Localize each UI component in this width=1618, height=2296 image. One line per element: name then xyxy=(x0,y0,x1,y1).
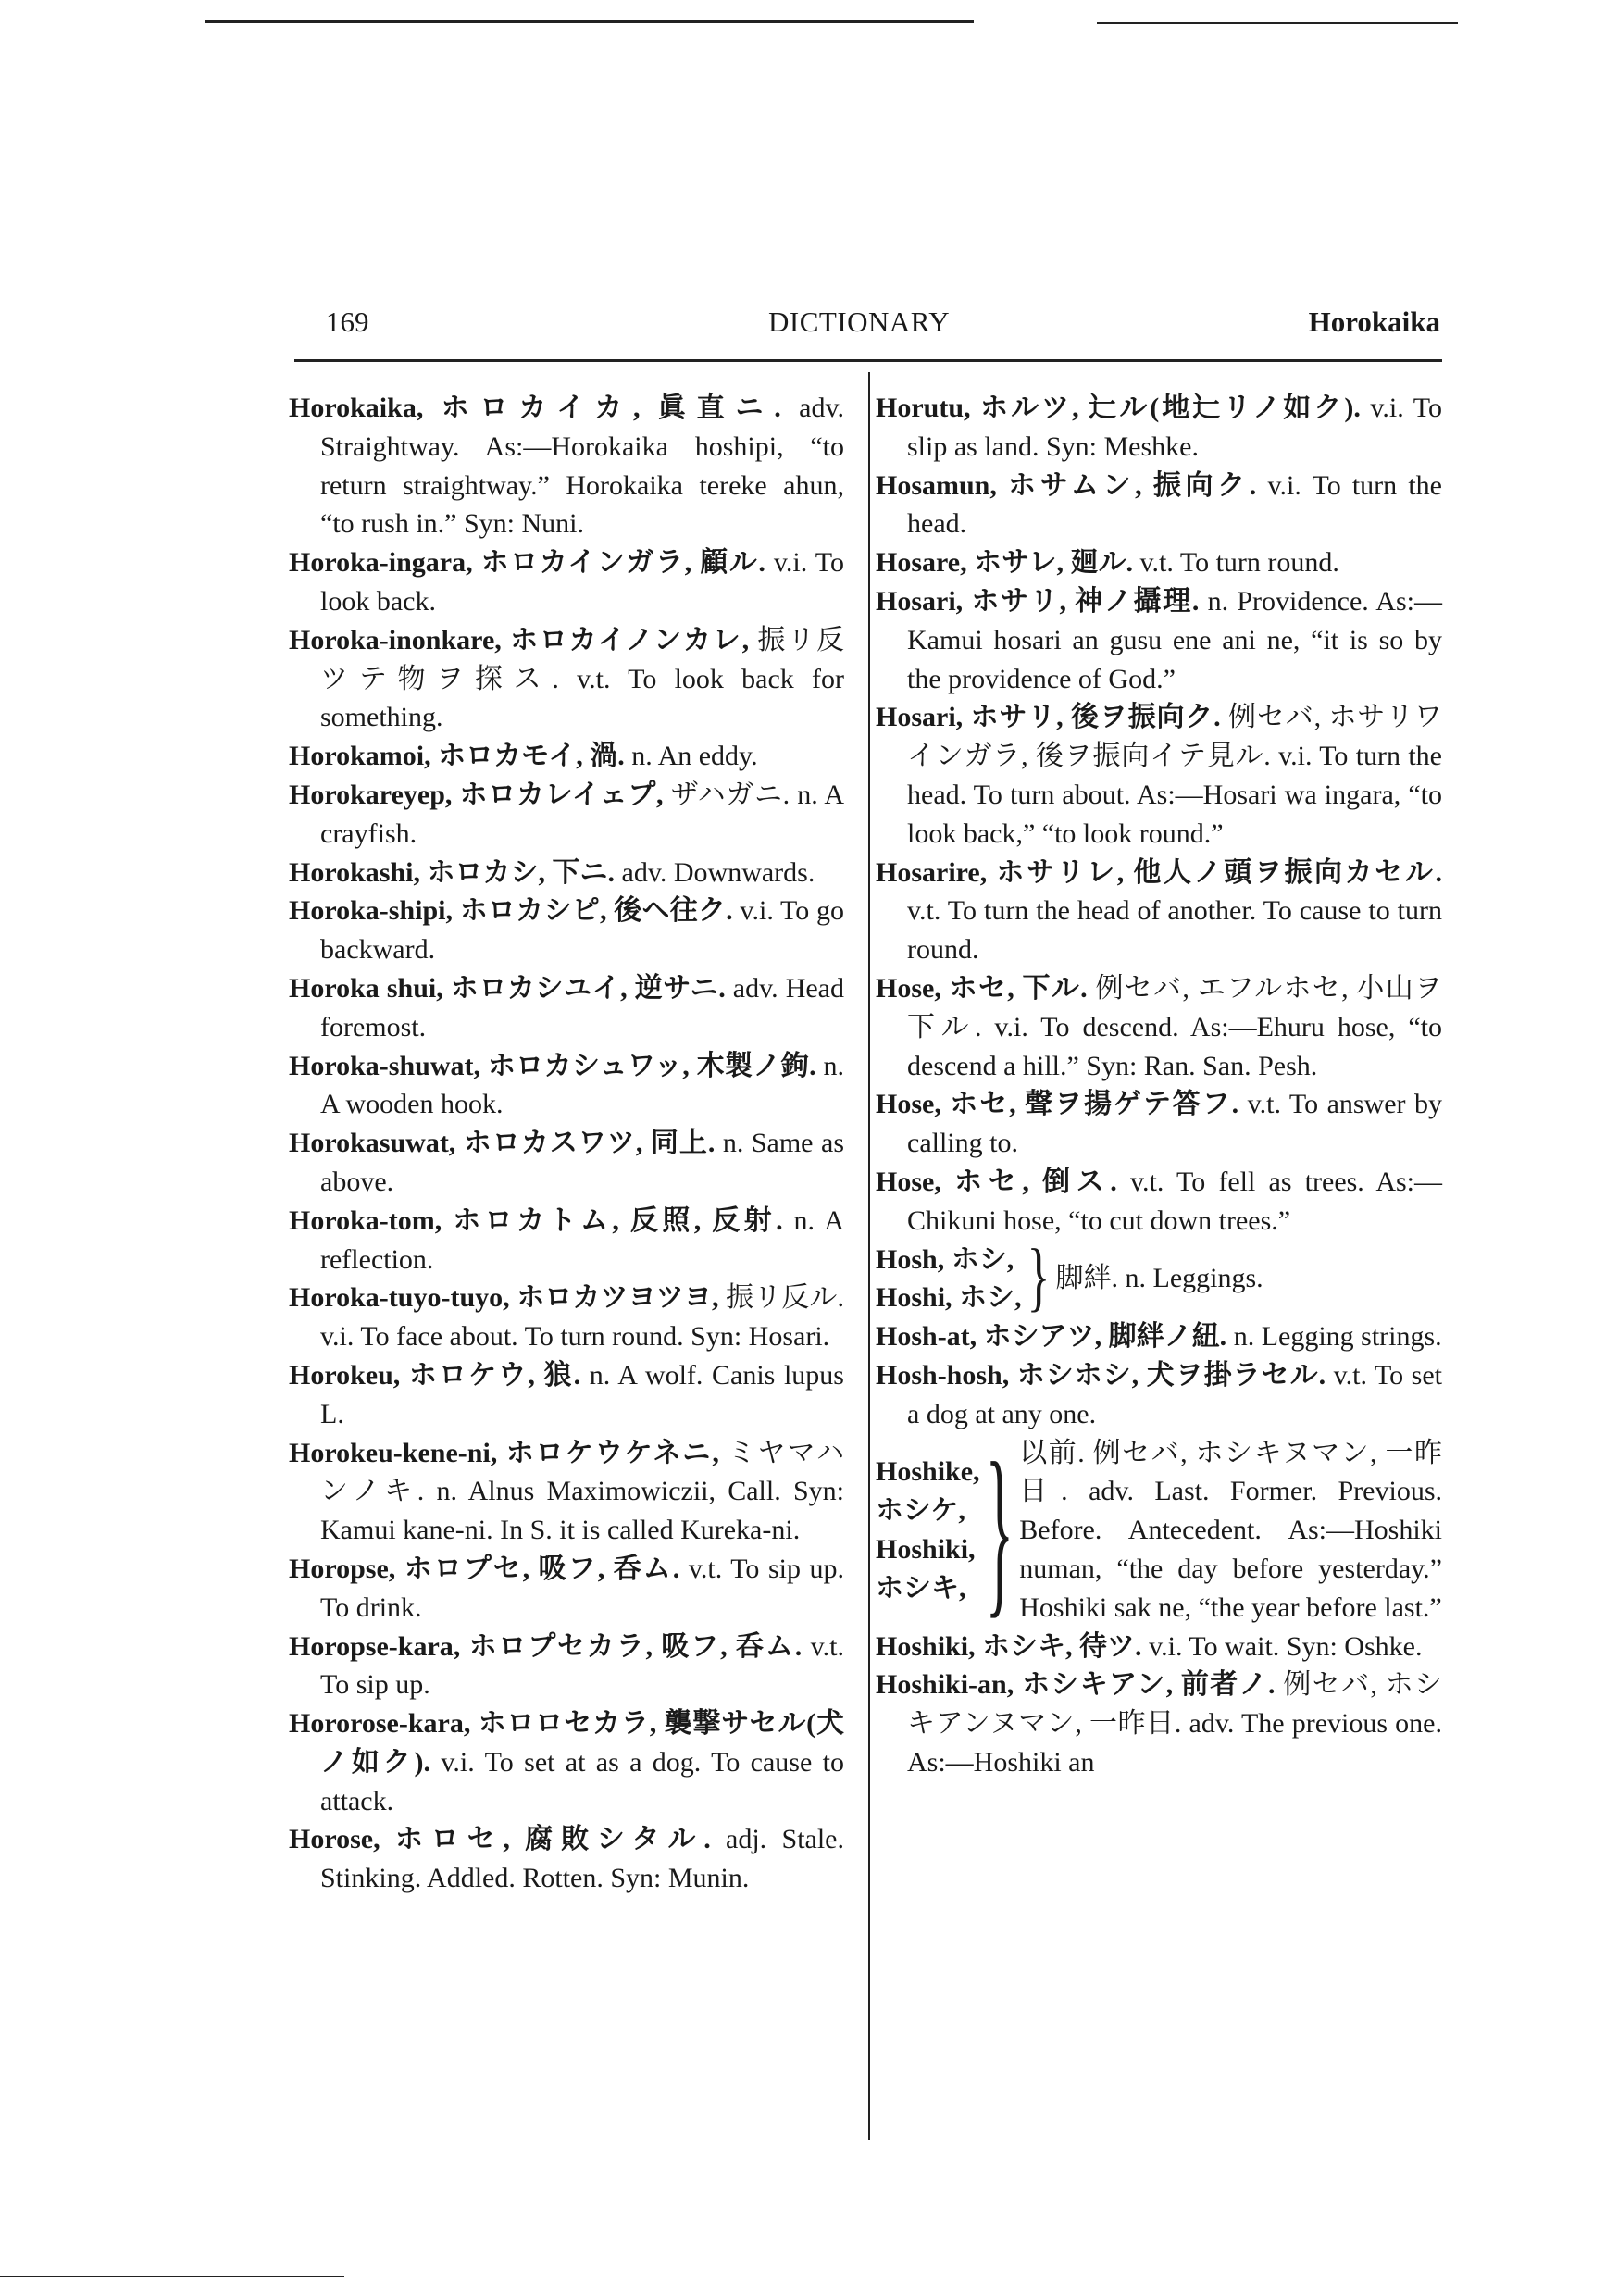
dictionary-entry xyxy=(289,1047,844,1125)
entry-headword: Hoshi, ホシ, xyxy=(876,1282,1022,1314)
dictionary-entry xyxy=(289,969,844,1047)
dictionary-entry xyxy=(289,1124,844,1202)
dictionary-entry-grouped xyxy=(876,1423,1442,1634)
dictionary-entry xyxy=(289,389,844,543)
bottom-rule xyxy=(0,2276,344,2277)
entry-headword: Horopse, ホロプセ, 吸フ, 呑ム. xyxy=(289,1553,680,1584)
entry-headword: ホシケ, xyxy=(876,1495,965,1527)
dictionary-entry xyxy=(876,854,1442,969)
entry-definition: 脚絆. n. Leggings. xyxy=(1055,1263,1263,1294)
entry-headword: Hoshike, xyxy=(876,1456,980,1488)
dictionary-entry xyxy=(876,467,1442,544)
entry-headword: Hoshiki, ホシキ, 待ツ. xyxy=(876,1630,1142,1662)
entry-definition: v.t. To turn the head of another. To cause to turn round. xyxy=(907,895,1442,966)
dictionary-entry xyxy=(876,1356,1442,1434)
entry-headword: Horoka-shuwat, ホロカシュワッ, 木製ノ鉤. xyxy=(289,1050,816,1081)
guide-word: Horokaika xyxy=(1308,306,1440,338)
entry-headword: Horokeu, ホロケウ, 狼. xyxy=(289,1359,581,1391)
entry-definition: v.i. To go backward. xyxy=(320,895,844,966)
entry-definition: adv. Head foremost. xyxy=(320,972,844,1042)
entry-headword: Horokasuwat, ホロカスワツ, 同上. xyxy=(289,1128,716,1159)
grouped-headwords xyxy=(876,1241,1022,1318)
entry-definition: v.t. To set a dog at any one. xyxy=(907,1359,1442,1429)
dictionary-entry xyxy=(289,854,844,892)
entry-definition: n. A wolf. Canis lupus L. xyxy=(320,1359,844,1429)
entry-headword: Horokashi, ホロカシ, 下ニ. xyxy=(289,856,615,888)
entry-headword: Hosh, ホシ, xyxy=(876,1243,1014,1275)
entry-definition: v.t. To answer by calling to. xyxy=(907,1089,1442,1159)
entry-definition: ザハガニ. n. A crayfish. xyxy=(320,779,844,849)
dictionary-entry xyxy=(289,1434,844,1550)
dictionary-entry xyxy=(876,1666,1442,1781)
entry-headword: Hosari, ホサリ, 後ヲ振向ク. xyxy=(876,702,1221,733)
entry-definition: v.i. To slip as land. Syn: Meshke. xyxy=(907,393,1442,462)
entry-definition: v.t. To fell as trees. As:—Chikuni hose, “to cut down trees.” xyxy=(907,1166,1442,1236)
entry-definition: n. A reflection. xyxy=(320,1204,844,1275)
column-divider xyxy=(868,372,870,2140)
entry-definition: adj. Stale. Stinking. Addled. Rotten. Syn: Munin. xyxy=(320,1824,844,1894)
top-rule-right xyxy=(1097,22,1458,24)
running-title: DICTIONARY xyxy=(768,306,951,338)
brace-mark: } xyxy=(985,1423,1014,1634)
entry-definition: ミヤマハンノキ. n. Alnus Maximowiczii, Call. Syn: Kamui kane-ni. In S. it is called Kureka-ni. xyxy=(320,1437,845,1546)
dictionary-entry xyxy=(289,543,844,621)
entry-headword: Hose, ホセ, 下ル. xyxy=(876,972,1088,1004)
entry-definition: adv. Straightway. As:—Horokaika hoshipi, “to return straightway.” Horokaika tereke ahun, “to rush in.” Syn: Nuni. xyxy=(320,393,844,540)
right-column xyxy=(876,389,1442,1782)
entry-definition: v.t. To turn round. xyxy=(1133,547,1339,579)
entry-headword: Horutu, ホルツ, 辷ル(地辷リノ如ク). xyxy=(876,393,1361,423)
entry-headword: Hosh-hosh, ホシホシ, 犬ヲ掛ラセル. xyxy=(876,1359,1326,1391)
entry-headword: Horopse-kara, ホロプセカラ, 吸フ, 呑ム. xyxy=(289,1630,803,1662)
entry-headword: Hoshiki-an, ホシキアン, 前者ノ. xyxy=(876,1669,1276,1701)
brace-mark: } xyxy=(1027,1235,1051,1321)
entry-headword: Horokaika, ホロカイカ, 眞直ニ. xyxy=(289,393,781,423)
left-column xyxy=(289,389,844,1898)
dictionary-entry xyxy=(289,1356,844,1434)
entry-headword: Horoka-tuyo-tuyo, ホロカツヨツヨ, xyxy=(289,1282,719,1314)
dictionary-entry xyxy=(289,621,844,737)
entry-definition: v.i. To turn the head. xyxy=(907,469,1442,540)
entry-definition: v.i. To wait. Syn: Oshke. xyxy=(1141,1630,1423,1662)
dictionary-entry xyxy=(289,776,844,854)
top-rule-left xyxy=(205,20,974,23)
entry-headword: Hose, ホセ, 聲ヲ揚ゲテ答フ. xyxy=(876,1089,1239,1120)
dictionary-entry xyxy=(876,582,1442,698)
dictionary-entry xyxy=(876,543,1442,582)
entry-headword: Horoka-ingara, ホロカインガラ, 顧ル. xyxy=(289,547,765,579)
dictionary-entry xyxy=(876,1085,1442,1163)
entry-headword: Hororose-kara, ホロロセカラ, 襲撃サセル(犬ノ如ク). xyxy=(289,1708,844,1778)
dictionary-entry xyxy=(876,389,1442,467)
entry-definition: n. An eddy. xyxy=(624,741,758,772)
dictionary-entry xyxy=(289,1279,844,1356)
entry-definition: v.t. To sip up. To drink. xyxy=(320,1553,844,1623)
entry-headword: Horoka-shipi, ホロカシピ, 後ヘ往ク. xyxy=(289,895,733,927)
dictionary-entry xyxy=(289,1704,844,1820)
dictionary-entry xyxy=(876,1163,1442,1241)
entry-headword: Hoshiki, xyxy=(876,1534,976,1565)
dictionary-entry xyxy=(876,698,1442,853)
entry-headword: Hosari, ホサリ, 神ノ攝理. xyxy=(876,585,1200,617)
entry-headword: Horokeu-kene-ni, ホロケウケネニ, xyxy=(289,1437,719,1468)
dictionary-entry xyxy=(876,1317,1442,1356)
entry-definition: 例セバ, ホサリワインガラ, 後ヲ振向イテ見ル. v.i. To turn the head. To turn about. As:—Hosari wa ingara, “to look back,” “to look round.” xyxy=(907,702,1442,849)
entry-definition: 以前. 例セバ, ホシキヌマン, 一昨日. adv. Last. Former. Previous. Before. Antecedent. As:—Hoshiki numan, “the day before yesterday.” Hoshiki sak ne, “the year before last.” xyxy=(1019,1437,1442,1623)
dictionary-entry xyxy=(289,1550,844,1628)
grouped-headwords xyxy=(876,1453,980,1607)
entry-definition: 振リ反ル. v.i. To face about. To turn round. Syn: Hosari. xyxy=(320,1282,845,1353)
entry-definition: 振リ反ツテ物ヲ探ス. v.t. To look back for something. xyxy=(320,624,844,733)
entry-headword: Horokamoi, ホロカモイ, 渦. xyxy=(289,741,625,772)
entry-definition: adv. Downwards. xyxy=(615,856,815,888)
entry-definition: 例セバ, エフルホセ, 小山ヲ下ル. v.i. To descend. As:—Ehuru hose, “to descend a hill.” Syn: Ran. San. Pesh. xyxy=(907,972,1442,1081)
dictionary-entry xyxy=(876,1628,1442,1666)
entry-headword: Hosarire, ホサリレ, 他人ノ頭ヲ振向カセル. xyxy=(876,856,1442,888)
dictionary-entry xyxy=(289,737,844,776)
entry-definition: v.i. To set at as a dog. To cause to attack. xyxy=(320,1746,844,1816)
entry-headword: ホシキ, xyxy=(876,1572,966,1603)
entry-headword: Horoka shui, ホロカシユイ, 逆サニ. xyxy=(289,972,726,1004)
entry-definition: n. Same as above. xyxy=(320,1128,844,1197)
entry-headword: Horose, ホロセ, 腐敗シタル. xyxy=(289,1824,711,1855)
entry-headword: Horoka-tom, ホロカトム, 反照, 反射. xyxy=(289,1204,783,1236)
entry-headword: Horoka-inonkare, ホロカイノンカレ, xyxy=(289,624,750,655)
entry-definition: 例セバ, ホシキアンヌマン, 一昨日. adv. The previous one. As:—Hoshiki an xyxy=(907,1669,1443,1778)
dictionary-entry xyxy=(289,892,844,969)
entry-headword: Hosamun, ホサムン, 振向ク. xyxy=(876,469,1257,501)
entry-headword: Hose, ホセ, 倒ス. xyxy=(876,1166,1117,1197)
dictionary-entry xyxy=(289,1820,844,1898)
entry-definition: v.i. To look back. xyxy=(320,547,845,617)
dictionary-entry-grouped xyxy=(876,1235,1442,1321)
entry-definition: n. Providence. As:—Kamui hosari an gusu ene ani ne, “it is so by the providence of God.” xyxy=(907,585,1442,694)
entry-definition: v.t. To sip up. xyxy=(320,1630,844,1701)
entry-headword: Horokareyep, ホロカレイェプ, xyxy=(289,779,664,810)
page-number: 169 xyxy=(326,306,369,338)
entry-headword: Hosare, ホサレ, 廻ル. xyxy=(876,547,1133,579)
dictionary-entry xyxy=(289,1202,844,1279)
entry-definition: n. A wooden hook. xyxy=(320,1050,845,1120)
header-rule xyxy=(294,359,1442,362)
entry-headword: Hosh-at, ホシアツ, 脚絆ノ紐. xyxy=(876,1321,1227,1353)
dictionary-entry xyxy=(289,1628,844,1705)
dictionary-entry xyxy=(876,969,1442,1085)
entry-definition: n. Legging strings. xyxy=(1226,1321,1442,1353)
